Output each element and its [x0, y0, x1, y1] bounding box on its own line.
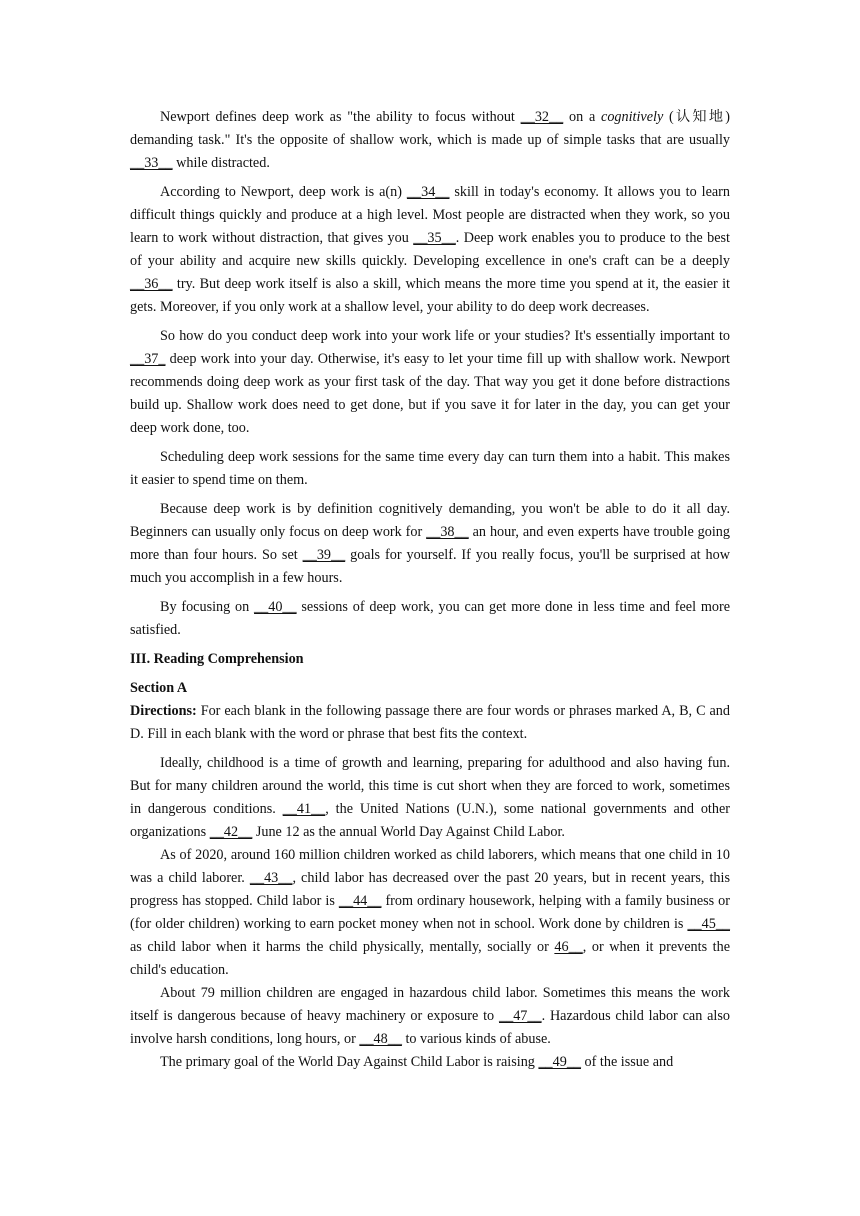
- paragraph-scheduling: Scheduling deep work sessions for the same time every day can turn them into a habit. This makes it easier to spend time on them.: [130, 449, 730, 488]
- text: deep work into your day. Otherwise, it's easy to let your time fill up with shallow work. Newport recommends doing deep work as your first task of the day. That way you get it done before distractions build up. Shallow work does need to get done, but if you save it for later in the day, you can get your deep work done, too.: [130, 351, 730, 436]
- text: , child labor has decreased over the past 20 years, but in recent years, this progress has stopped. Child labor is: [130, 870, 730, 909]
- text: As of 2020, around 160 million children worked as child laborers, which means that one child in 10 was a child laborer.: [130, 847, 730, 886]
- text: The primary goal of the World Day Against Child Labor is raising: [160, 1054, 539, 1070]
- text: , the United Nations (U.N.), some national governments and other organizations: [130, 801, 730, 840]
- section-a-heading: Section A: [130, 680, 188, 696]
- italic-term: cognitively: [601, 109, 664, 125]
- section-heading-reading-comprehension: III. Reading Comprehension: [130, 651, 304, 667]
- blank-39[interactable]: __39__: [302, 547, 346, 563]
- blank-44[interactable]: __44__: [338, 893, 382, 909]
- blank-41[interactable]: __41__: [282, 801, 326, 817]
- text: Newport defines deep work as "the ability to focus without: [160, 109, 521, 125]
- blank-35[interactable]: __35__: [413, 230, 456, 246]
- blank-46[interactable]: 46__: [554, 939, 583, 955]
- text: an hour, and even experts have trouble going more than four hours. So set: [130, 524, 730, 563]
- blank-49[interactable]: __49__: [538, 1054, 581, 1070]
- blank-42[interactable]: __42__: [209, 824, 253, 840]
- text: goals for yourself. If you really focus, you'll be surprised at how much you accomplish in a few hours.: [130, 547, 730, 586]
- blank-38[interactable]: __38__: [426, 524, 469, 540]
- blank-48[interactable]: __48__: [359, 1031, 402, 1047]
- text: to various kinds of abuse.: [401, 1031, 551, 1047]
- blank-33[interactable]: __33__: [130, 155, 173, 171]
- text: . Deep work enables you to produce to the best of your ability and acquire new skills quickly. Developing excellence in one's craft can be a deeply: [130, 230, 730, 269]
- text: , or when it prevents the child's education.: [130, 939, 730, 978]
- paragraph-childhood: [130, 752, 730, 844]
- text: as child labor when it harms the child physically, mentally, socially or: [130, 939, 555, 955]
- blank-45[interactable]: __45__: [687, 916, 730, 932]
- text: skill in today's economy. It allows you to learn difficult things quickly and produce at a high level. Most people are distracted when they work, so you learn to work without distraction, that gives you: [130, 184, 730, 246]
- text: while distracted.: [172, 155, 270, 171]
- blank-37[interactable]: __37_: [130, 351, 166, 367]
- paragraph-focusing: [130, 596, 730, 642]
- text: So how do you conduct deep work into your work life or your studies? It's essentially important to: [160, 328, 730, 344]
- text: from ordinary housework, helping with a family business or (for older children) working to earn pocket money when not in school. Work done by children is: [130, 893, 730, 932]
- text: Because deep work is by definition cognitively demanding, you won't be able to do it all day. Beginners can usually only focus on deep work for: [130, 501, 730, 540]
- blank-32[interactable]: __32__: [520, 109, 564, 125]
- paragraph-deep-work-skill: [130, 181, 730, 319]
- text: Ideally, childhood is a time of growth and learning, preparing for adulthood and also having fun. But for many children around the world, this time is cut short when they are forced to work, sometimes in dangerous conditions.: [130, 755, 730, 817]
- blank-36[interactable]: __36__: [130, 276, 173, 292]
- text: sessions of deep work, you can get more done in less time and feel more satisfied.: [130, 599, 730, 638]
- blank-43[interactable]: __43__: [249, 870, 293, 886]
- paragraph-conduct-deep-work: [130, 325, 730, 440]
- paragraph-primary-goal: [130, 1051, 730, 1074]
- blank-40[interactable]: __40__: [254, 599, 297, 615]
- paragraph-hazardous-labor: [130, 982, 730, 1051]
- paragraph-cognitively-demanding: [130, 498, 730, 590]
- text: on a: [563, 109, 602, 125]
- directions-label: Directions:: [130, 703, 197, 719]
- text: According to Newport, deep work is a(n): [160, 184, 407, 200]
- blank-34[interactable]: __34__: [406, 184, 450, 200]
- directions-text: For each blank in the following passage there are four words or phrases marked A, B, C and D. Fill in each blank with the word or phrase that best fits the context.: [130, 703, 730, 742]
- text: By focusing on: [160, 599, 255, 615]
- text: try. But deep work itself is also a skill, which means the more time you spend at it, the easier it gets. Moreover, if you only work at a shallow level, your ability to do deep work decreases.: [130, 276, 730, 315]
- paragraph-child-labor-stats: [130, 844, 730, 982]
- text: . Hazardous child labor can also involve harsh conditions, long hours, or: [130, 1008, 730, 1047]
- document-page: [130, 106, 730, 1074]
- text: June 12 as the annual World Day Against Child Labor.: [252, 824, 565, 840]
- text: About 79 million children are engaged in hazardous child labor. Sometimes this means the work itself is dangerous because of heavy machinery or exposure to: [130, 985, 730, 1024]
- text: of the issue and: [581, 1054, 674, 1070]
- directions: [130, 700, 730, 746]
- blank-47[interactable]: __47__: [499, 1008, 542, 1024]
- text: (认知地) demanding task." It's the opposite of shallow work, which is made up of simple tasks that are usually: [130, 109, 730, 148]
- paragraph-deep-work-definition: [130, 106, 730, 175]
